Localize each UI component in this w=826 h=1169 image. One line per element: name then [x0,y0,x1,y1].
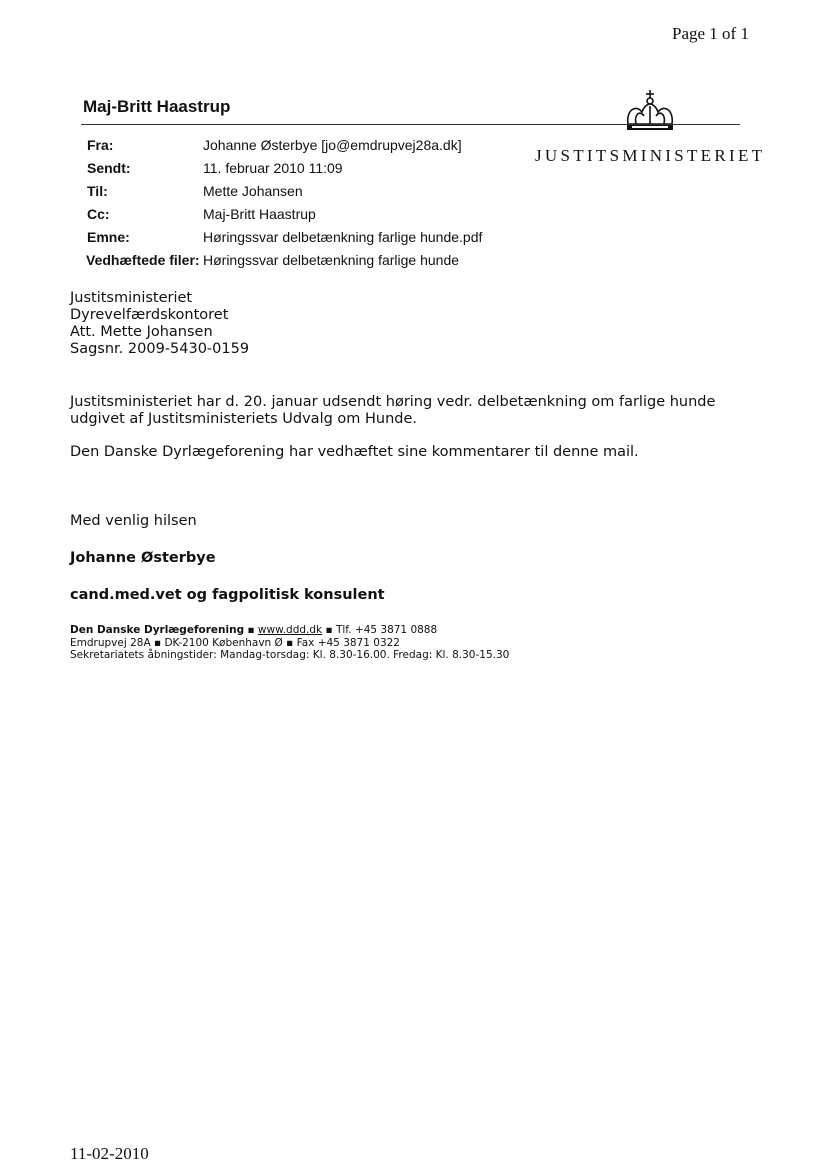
sent-label: Sendt: [87,160,131,176]
body-line: udgivet af Justitsministeriets Udvalg om Hunde. [70,411,418,427]
royal-crown-icon [622,88,678,138]
recipient-line: Justitsministeriet [70,290,193,306]
page-indicator: Page 1 of 1 [672,24,749,43]
attachments-label: Vedhæftede filer: [86,252,200,268]
signature-title: cand.med.vet og fagpolitisk konsulent [70,587,385,603]
footer-line-1 [70,624,509,637]
footer-contact [70,624,509,662]
recipient-line: Sagsnr. 2009-5430-0159 [70,341,250,357]
sender-name: Maj-Britt Haastrup [83,97,231,116]
from-label: Fra: [87,137,114,153]
sent-value: 11. februar 2010 11:09 [203,160,343,176]
from-value: Johanne Østerbye [jo@emdrupvej28a.dk] [203,137,462,153]
body-line: Justitsministeriet har d. 20. januar udsendt høring vedr. delbetænkning om farlige hunde [70,394,716,410]
footer-address: Emdrupvej 28A [70,636,151,649]
subject-label: Emne: [87,229,130,245]
footer-line-2 [70,637,509,650]
footer-phone: Tlf. +45 3871 0888 [335,624,438,636]
footer-separator: ▪ [247,624,255,636]
recipient-line: Dyrevelfærdskontoret [70,307,229,323]
footer-city: DK-2100 København Ø [164,636,283,649]
cc-value: Maj-Britt Haastrup [203,206,316,222]
subject-value: Høringssvar delbetænkning farlige hunde.pdf [203,229,483,245]
footer-fax: Fax +45 3871 0322 [296,636,400,649]
cc-label: Cc: [87,206,110,222]
signature-name: Johanne Østerbye [70,550,216,566]
greeting: Med venlig hilsen [70,513,197,529]
ministry-name: JUSTITSMINISTERIET [535,146,766,165]
recipient-block [70,290,249,358]
attachments-value: Høringssvar delbetænkning farlige hunde [203,252,460,268]
body-paragraph-2: Den Danske Dyrlægeforening har vedhæftet sine kommentarer til denne mail. [70,444,639,460]
footer-org: Den Danske Dyrlægeforening [70,624,245,636]
footer-website-link[interactable]: www.ddd.dk [257,624,323,636]
to-value: Mette Johansen [203,183,303,199]
footer-separator: ▪ [286,636,294,649]
footer-separator: ▪ [325,624,333,636]
to-label: Til: [87,183,108,199]
footer-hours: Sekretariatets åbningstider: Mandag-torsdag: Kl. 8.30-16.00. Fredag: Kl. 8.30-15.30 [70,649,510,661]
body-paragraph-1 [70,394,715,428]
footer-separator: ▪ [153,636,162,649]
recipient-line: Att. Mette Johansen [70,324,213,340]
header-divider [81,124,740,125]
date-stamp: 11-02-2010 [70,1144,149,1163]
